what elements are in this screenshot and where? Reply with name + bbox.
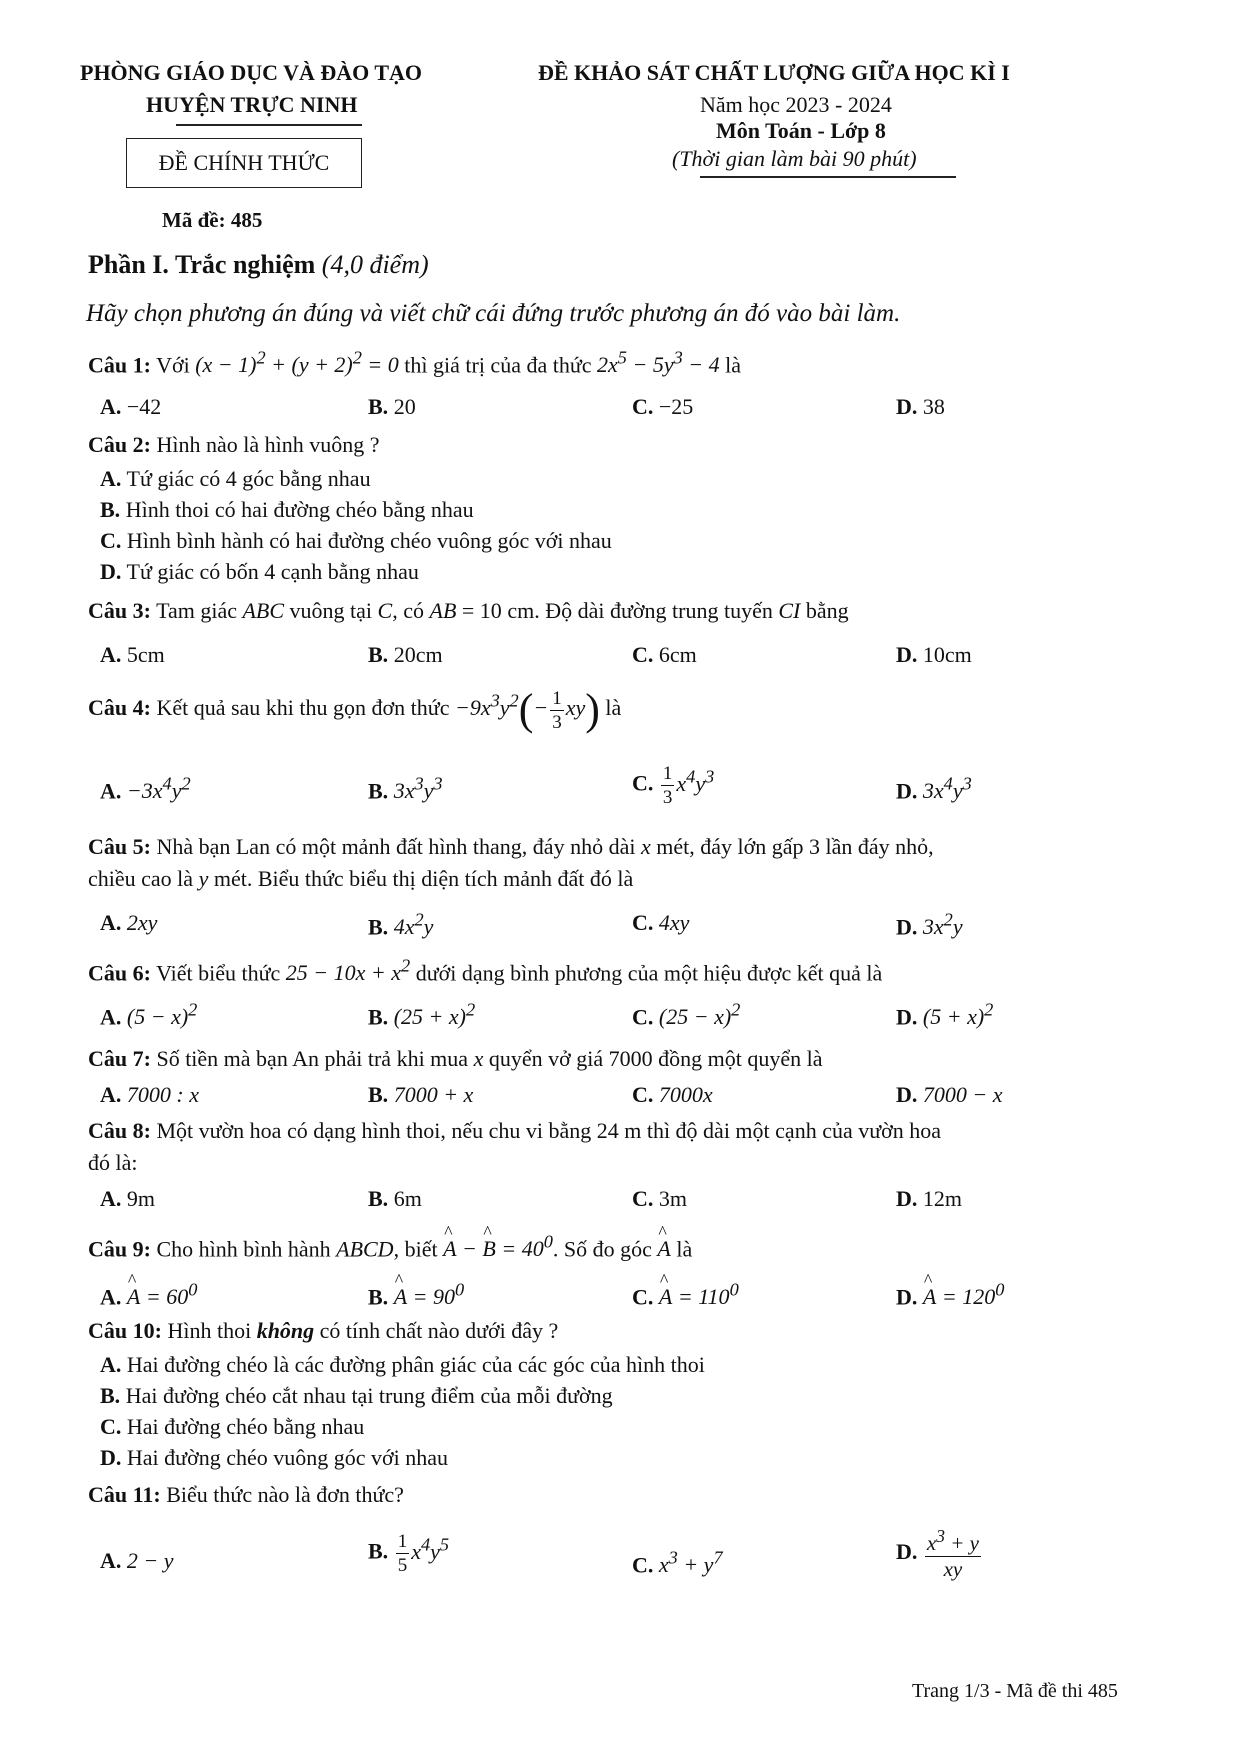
- school-year: Năm học 2023 - 2024: [700, 92, 892, 117]
- option-d: D. 10cm: [896, 642, 972, 667]
- option-d: D. $3x^4y^3$: [896, 774, 972, 804]
- question-3: Câu 3: Tam giác ABC vuông tại C, có AB = 10 cm. Độ dài đường trung tuyến CI bằng: [88, 598, 849, 623]
- question-label: Câu 1:: [88, 352, 151, 378]
- option-b: B. $4x^2y$: [368, 910, 434, 940]
- subject-grade: Môn Toán - Lớp 8: [716, 118, 886, 143]
- exam-duration: (Thời gian làm bài 90 phút): [672, 146, 917, 171]
- header-divider-right: [700, 176, 956, 178]
- option-c: C. 4xy: [632, 910, 690, 935]
- option-d: D. $(5 + x)^2$: [896, 1000, 994, 1030]
- question-5-line-2: chiều cao là y mét. Biểu thức biểu thị diện tích mảnh đất đó là: [88, 866, 634, 891]
- header-divider-left: [176, 124, 362, 126]
- question-8-line-2: đó là:: [88, 1150, 138, 1175]
- section-heading: [88, 250, 429, 280]
- option-a: A. −42: [100, 394, 162, 419]
- option-c: C. $\frac{1}{3}$ $x^4y^3$: [632, 763, 715, 808]
- math-expression: $2x^5 - 5y^3 - 4$: [597, 348, 720, 378]
- option-a: A. $-3x^4y^2$: [100, 774, 191, 804]
- option-c: C. 7000x: [632, 1082, 713, 1107]
- option-d: D. 7000 − x: [896, 1082, 1003, 1107]
- option-a: A. 7000 : x: [100, 1082, 199, 1107]
- question-4: Câu 4: Kết quả sau khi thu gọn đơn thức $-9x^3y^2(-$ $\frac{1}{3}$ xy) là: [88, 685, 622, 734]
- section-title: Phần I. Trắc nghiệm: [88, 250, 316, 279]
- question-10: Câu 10: Hình thoi không có tính chất nào dưới đây ?: [88, 1318, 559, 1343]
- math-expression: $(x - 1)^2 + (y + 2)^2 = 0$: [195, 348, 399, 378]
- option-d: D. ^ $A = 120^0$: [896, 1280, 1004, 1310]
- option-d: D. $\frac{x^3 + y}{xy}$: [896, 1526, 979, 1581]
- option-c: C. 6cm: [632, 642, 697, 667]
- option-c: C. Hai đường chéo bằng nhau: [100, 1414, 365, 1439]
- question-text: thì giá trị của đa thức: [404, 352, 592, 378]
- question-text: Với: [156, 352, 190, 378]
- question-6: Câu 6: Viết biểu thức $25 - 10x + x^2$ dưới dạng bình phương của một hiệu được kết quả là: [88, 956, 883, 986]
- option-b: B. 6m: [368, 1186, 422, 1211]
- question-8: Câu 8: Một vườn hoa có dạng hình thoi, nếu chu vi bằng 24 m thì độ dài một cạnh của vườn hoa: [88, 1118, 942, 1143]
- exam-code: Mã đề: 485: [162, 208, 263, 232]
- question-text: là: [725, 352, 742, 378]
- department-name: PHÒNG GIÁO DỤC VÀ ĐÀO TẠO: [80, 60, 423, 85]
- section-instruction: Hãy chọn phương án đúng và viết chữ cái đứng trước phương án đó vào bài làm.: [86, 300, 901, 327]
- option-a: A. Hai đường chéo là các đường phân giác của các góc của hình thoi: [100, 1352, 705, 1377]
- option-b: B. 20cm: [368, 642, 443, 667]
- district-name: HUYỆN TRỰC NINH: [146, 92, 358, 117]
- option-a: A. Tứ giác có 4 góc bằng nhau: [100, 466, 371, 491]
- option-c: C. 3m: [632, 1186, 688, 1211]
- option-b: B. 7000 + x: [368, 1082, 474, 1107]
- option-b: B. ^ $A = 90^0$: [368, 1280, 464, 1310]
- option-b: B. $\frac{1}{5}$ $x^4y^5$: [368, 1531, 450, 1576]
- option-d: D. 38: [896, 394, 945, 419]
- option-c: C. Hình bình hành có hai đường chéo vuông góc với nhau: [100, 528, 612, 553]
- option-c: C. ^ $A = 110^0$: [632, 1280, 739, 1310]
- exam-title: ĐỀ KHẢO SÁT CHẤT LƯỢNG GIỮA HỌC KÌ I: [538, 60, 1010, 85]
- option-a: A. $(5 - x)^2$: [100, 1000, 198, 1030]
- question-9: Câu 9: Cho hình bình hành ABCD, biết ^ A − ^ $B = 40^0$. Số đo góc ^ A là: [88, 1232, 692, 1262]
- section-points: (4,0 điểm): [321, 250, 429, 279]
- option-a: A. 2xy: [100, 910, 158, 935]
- option-b: B. 20: [368, 394, 416, 419]
- option-d: D. Hai đường chéo vuông góc với nhau: [100, 1445, 449, 1470]
- option-c: C. $x^3 + y^7$: [632, 1548, 723, 1578]
- option-b: B. $3x^3y^3$: [368, 774, 443, 804]
- option-a: A. 9m: [100, 1186, 156, 1211]
- option-b: B. $(25 + x)^2$: [368, 1000, 476, 1030]
- question-1: [88, 348, 741, 378]
- question-11: Câu 11: Biểu thức nào là đơn thức?: [88, 1482, 404, 1507]
- option-d: D. 12m: [896, 1186, 963, 1211]
- option-b: B. Hai đường chéo cắt nhau tại trung điểm của mỗi đường: [100, 1383, 613, 1408]
- option-d: D. Tứ giác có bốn 4 cạnh bằng nhau: [100, 559, 419, 584]
- option-a: A. 5cm: [100, 642, 165, 667]
- question-2: Câu 2: Hình nào là hình vuông ?: [88, 432, 380, 457]
- option-b: B. Hình thoi có hai đường chéo bằng nhau: [100, 497, 474, 522]
- question-7: Câu 7: Số tiền mà bạn An phải trả khi mua x quyển vở giá 7000 đồng một quyển là: [88, 1046, 823, 1071]
- option-c: C. $(25 - x)^2$: [632, 1000, 741, 1030]
- question-5: Câu 5: Nhà bạn Lan có một mảnh đất hình thang, đáy nhỏ dài x mét, đáy lớn gấp 3 lần đáy nhỏ,: [88, 834, 934, 859]
- option-a: A. 2 − y: [100, 1548, 174, 1573]
- official-exam-box: ĐỀ CHÍNH THỨC: [126, 138, 362, 188]
- option-d: D. $3x^2y$: [896, 910, 963, 940]
- option-c: C. −25: [632, 394, 694, 419]
- page-footer: Trang 1/3 - Mã đề thi 485: [912, 1680, 1118, 1702]
- option-a: A. ^ $A = 60^0$: [100, 1280, 197, 1310]
